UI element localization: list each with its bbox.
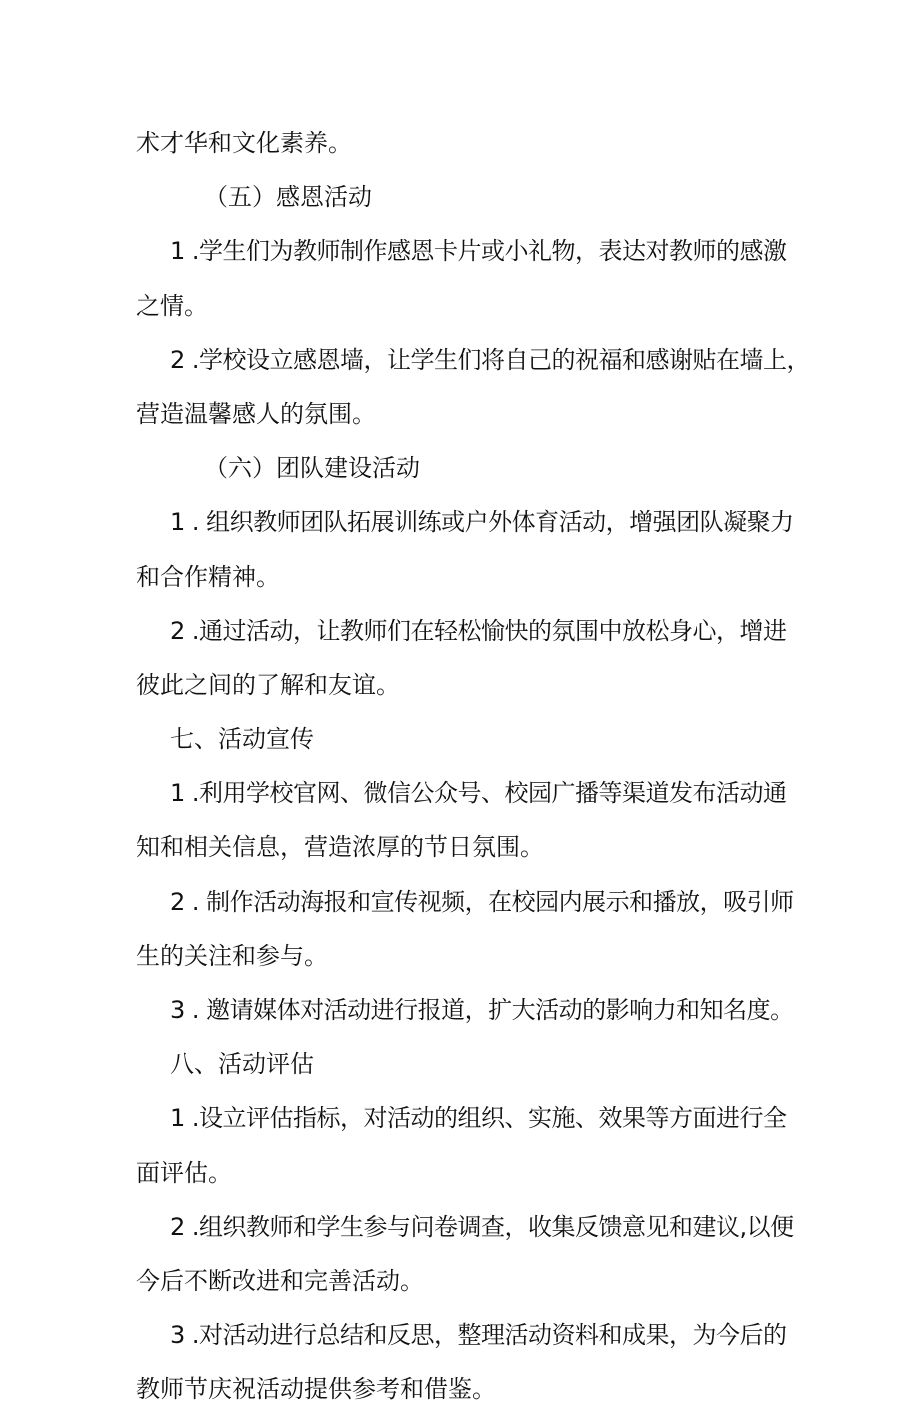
list-item-evaluation-2: 2 .组织教师和学生参与问卷调查，收集反馈意见和建议,以便 <box>170 1212 794 1241</box>
list-item-promotion-1-cont: 知和相关信息，营造浓厚的节日氛围。 <box>136 833 544 862</box>
list-item-evaluation-1-cont: 面评估。 <box>136 1158 232 1187</box>
list-item-team-2-cont: 彼此之间的了解和友谊。 <box>136 670 400 699</box>
list-item-promotion-2-cont: 生的关注和参与。 <box>136 941 328 970</box>
list-item-team-2: 2 .通过活动，让教师们在轻松愉快的氛围中放松身心，增进 <box>170 616 787 645</box>
list-item-evaluation-3-cont: 教师节庆祝活动提供参考和借鉴。 <box>136 1375 496 1404</box>
paragraph-line-continuation: 术才华和文化素养。 <box>136 129 352 157</box>
list-item-promotion-1: 1 .利用学校官网、微信公众号、校园广播等渠道发布活动通 <box>170 779 787 808</box>
list-item-team-1-cont: 和合作精神。 <box>136 562 280 591</box>
list-item-gratitude-2-cont: 营造温馨感人的氛围。 <box>136 399 376 428</box>
list-item-gratitude-2: 2 .学校设立感恩墙，让学生们将自己的祝福和感谢贴在墙上， <box>170 345 811 374</box>
list-item-promotion-2: 2 . 制作活动海报和宣传视频，在校园内展示和播放，吸引师 <box>170 887 794 916</box>
list-item-evaluation-1: 1 .设立评估指标，对活动的组织、实施、效果等方面进行全 <box>170 1104 787 1133</box>
list-item-promotion-3: 3 . 邀请媒体对活动进行报道，扩大活动的影响力和知名度。 <box>170 996 794 1024</box>
section-heading-promotion: 七、活动宣传 <box>170 725 314 754</box>
list-item-gratitude-1-cont: 之情。 <box>136 291 208 320</box>
list-item-evaluation-2-cont: 今后不断改进和完善活动。 <box>136 1266 424 1295</box>
list-item-gratitude-1: 1 .学生们为教师制作感恩卡片或小礼物，表达对教师的感激 <box>170 237 787 266</box>
section-heading-gratitude: （五）感恩活动 <box>204 183 372 212</box>
list-item-team-1: 1 . 组织教师团队拓展训练或户外体育活动，增强团队凝聚力 <box>170 508 794 537</box>
list-item-evaluation-3: 3 .对活动进行总结和反思，整理活动资料和成果，为今后的 <box>170 1321 787 1350</box>
section-heading-evaluation: 八、活动评估 <box>170 1050 314 1079</box>
document-body <box>136 116 811 1417</box>
section-heading-team-building: （六）团队建设活动 <box>204 454 420 483</box>
